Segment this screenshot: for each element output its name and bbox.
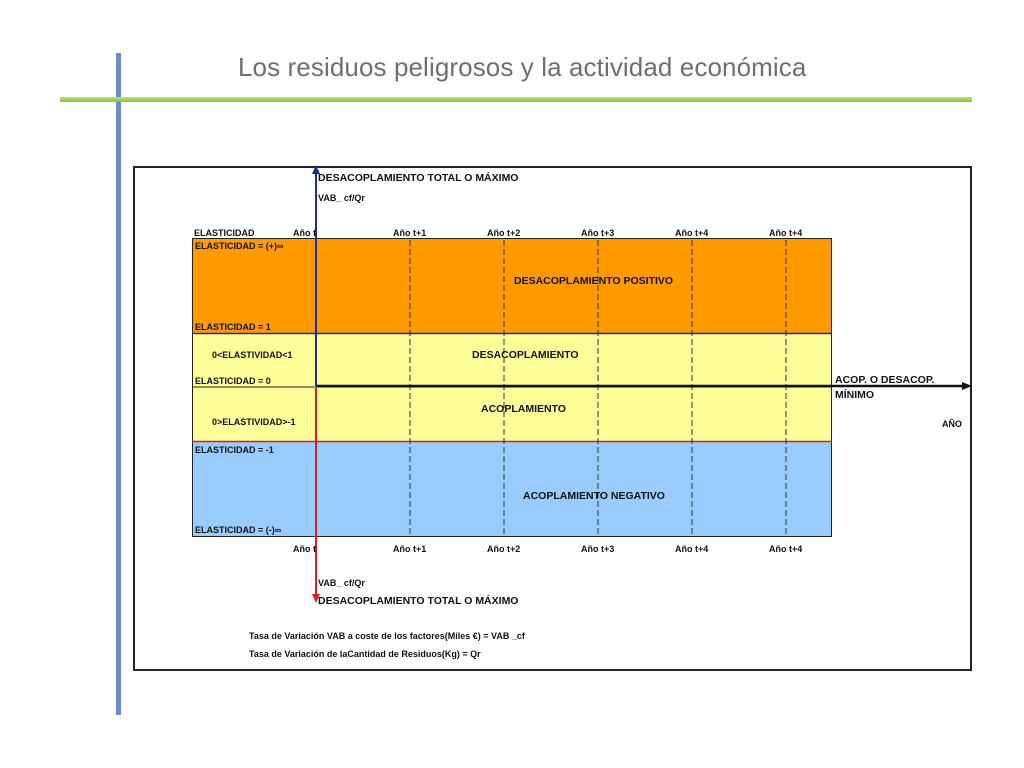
top-axis-ratio-label: VAB_ cf/Qr xyxy=(318,193,365,203)
label-elasticity-minus-one: ELASTICIDAD = -1 xyxy=(195,445,274,455)
legend-qr: Tasa de Variación de laCantidad de Residuos(Kg) = Qr xyxy=(249,649,481,659)
legend-vab: Tasa de Variación VAB a coste de los factores(Miles €) = VAB _cf xyxy=(249,631,525,641)
x-axis-label: AÑO xyxy=(942,419,962,429)
year-label-t4b: Año t+4 xyxy=(769,228,803,238)
label-elasticity-zero-to-one: 0<ELASTIVIDAD<1 xyxy=(212,350,293,360)
zone-label-positive-decoupling: DESACOPLAMIENTO POSITIVO xyxy=(514,275,674,287)
label-minimum-coupling-line2: MÍNIMO xyxy=(835,389,875,401)
bottom-year-label-t4a: Año t+4 xyxy=(675,544,709,554)
elasticity-header: ELASTICIDAD xyxy=(194,228,255,238)
year-label-t1: Año t+1 xyxy=(393,228,427,238)
year-label-t4a: Año t+4 xyxy=(675,228,709,238)
top-axis-title: DESACOPLAMIENTO TOTAL O MÁXIMO xyxy=(318,172,519,184)
slide-title: Los residuos peligrosos y la actividad económica xyxy=(238,52,807,82)
bottom-year-label-t3: Año t+3 xyxy=(581,544,615,554)
label-elasticity-zero: ELASTICIDAD = 0 xyxy=(195,376,271,386)
bottom-year-label-t: Año t xyxy=(293,544,316,554)
year-label-t3: Año t+3 xyxy=(581,228,615,238)
zone-label-decoupling: DESACOPLAMIENTO xyxy=(472,349,579,361)
bottom-axis-title: DESACOPLAMIENTO TOTAL O MÁXIMO xyxy=(318,595,519,607)
label-elasticity-minus-infinity: ELASTICIDAD = (-)∞ xyxy=(195,525,282,535)
label-elasticity-zero-to-minus-one: 0>ELASTIVIDAD>-1 xyxy=(212,417,296,427)
label-minimum-coupling-line1: ACOP. O DESACOP. xyxy=(835,374,935,386)
zone-label-negative-coupling: ACOPLAMIENTO NEGATIVO xyxy=(523,490,665,502)
bottom-year-label-t4b: Año t+4 xyxy=(769,544,803,554)
bottom-year-label-t1: Año t+1 xyxy=(393,544,427,554)
zone-label-coupling: ACOPLAMIENTO xyxy=(481,403,566,415)
bottom-year-label-t2: Año t+2 xyxy=(487,544,521,554)
x-axis-arrowhead xyxy=(962,382,972,390)
label-elasticity-plus-infinity: ELASTICIDAD = (+)∞ xyxy=(195,241,284,251)
year-label-t: Año t xyxy=(293,228,316,238)
year-label-t2: Año t+2 xyxy=(487,228,521,238)
bottom-axis-ratio-label: VAB_ cf/Qr xyxy=(318,578,365,588)
label-elasticity-one: ELASTICIDAD = 1 xyxy=(195,322,271,332)
